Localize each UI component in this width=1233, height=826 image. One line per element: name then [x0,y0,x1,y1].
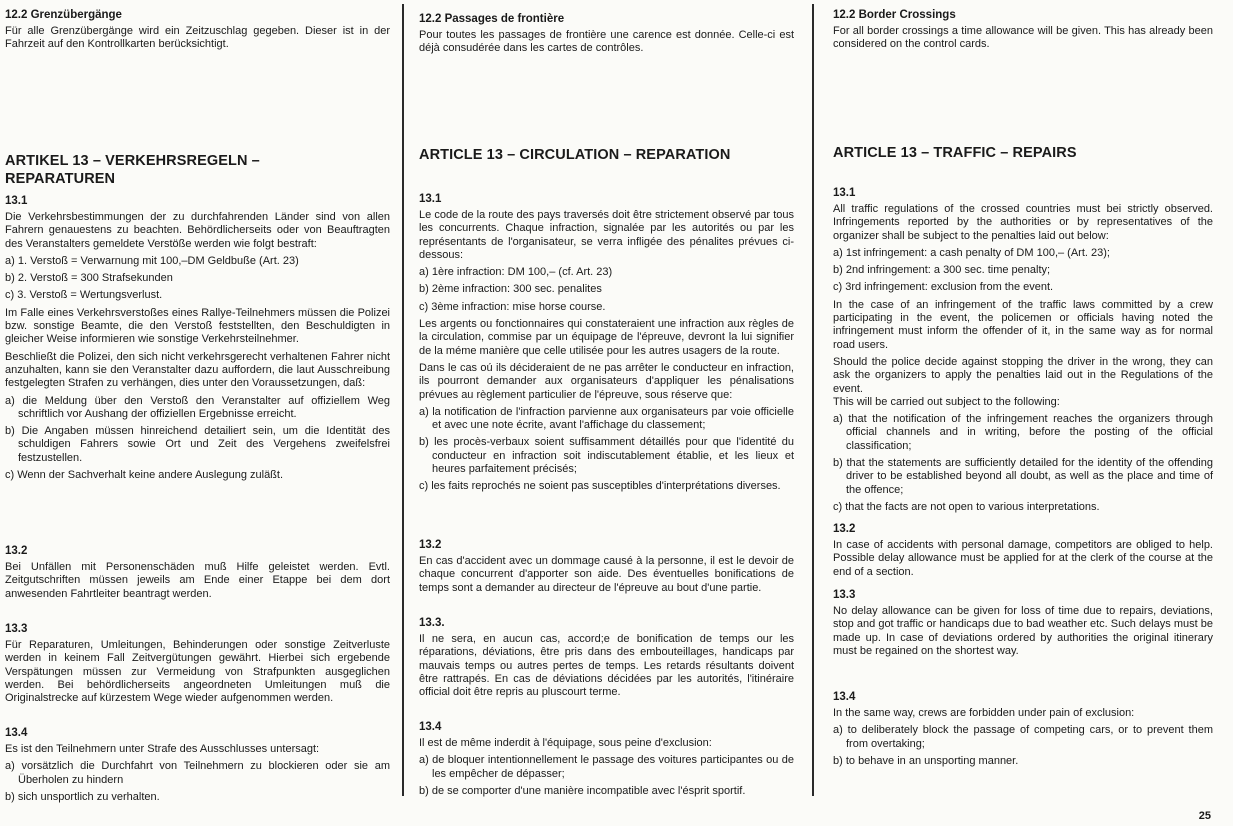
paragraph: Il ne sera, en aucun cas, accord;e de bonification de temps our les réparations, déviations, être pris dans des embouteillages, handicaps par mauvais temps ou autres pertes de temps. Les retards résultants doivent être rattrapés. En cas de déviations décidées par les autorités, l'itinéraire official doit être repris au pluscourt terme. [419,633,794,699]
paragraph: Pour toutes les passages de frontière une carence est donnée. Celle-ci est déjà consudérée dans les cartes de contrôles. [419,29,794,55]
paragraph: No delay allowance can be given for loss of time due to repairs, deviations, stop and got traffic or handicaps due to bad weather etc. Such delays must be made up. In case of deviations ordered by authorities the original itinerary must be regained on the shortest way. [833,605,1213,657]
section-13-4 [5,726,390,808]
french-column [419,8,794,826]
paragraph: Bei Unfällen mit Personenschäden muß Hilfe geleistet werden. Evtl. Zeitgutschriften müssen jeweils am Ende einer Etappe bei dem dort anwesenden Fahrtleiter beantragt werden. [5,561,390,600]
list-item: b) de se comporter d'une manière incompatible avec l'ésprit sportif. [419,784,746,797]
paragraph: In the case of an infringement of the traffic laws committed by a crew participating in the event, the policemen or officials having noted the infringement must inform the offender of it, in the same way as for normal road users. [833,298,1213,351]
list-item: c) 3ème infraction: mise horse course. [419,300,606,313]
column-divider-left [402,4,404,796]
paragraph: Il est de même inderdit à l'équipage, sous peine d'exclusion: [419,737,712,749]
article-title: ARTIKEL 13 – VERKEHRSREGELN – REPARATUREN [5,153,260,187]
list-item: c) les faits reprochés ne soient pas susceptibles d'interprétations diverses. [419,480,781,493]
section-heading: 13.4 [5,727,28,739]
list-item: a) that the notification of the infringement reaches the organizers through official channels and in writing, before the posting of the official classification; [833,413,1213,452]
list-item: c) 3. Verstoß = Wertungsverlust. [5,289,163,302]
paragraph: Les argents ou fonctionnaires qui constateraient une infraction aux règles de la circulation, commise par un équipage de l'épreuve, devront la lui signifier de la méme manière que celle utilisée pour les autres usagers de la route. [419,318,794,357]
section-heading: 13.4 [833,691,856,703]
section-heading: 12.2 Passages de frontière [419,13,565,25]
list-item: a) 1ère infraction: DM 100,– (cf. Art. 23) [419,266,613,279]
paragraph: Should the police decide against stopping the driver in the wrong, they can ask the organizers to apply the penalties laid out in the Regulations of the event. [833,355,1213,395]
section-12-2 [833,8,1213,56]
list-item: b) Die Angaben müssen hinreichend detailiert sein, um die Identität des schuldigen Fahrers sowie Ort und Zeit des Vergehens zweifelsfrei festzustellen. [5,425,390,464]
paragraph: Für Reparaturen, Umleitungen, Behinderungen oder sonstige Zeitverluste werden in keinem Fall Zeitvergütungen gewährt. Hierbei sich ergebende Verspätungen müssen zur Vermeidung von Strafpunkten ausgeglichen werden. Bei behördlicherseits angeordneten Umleitungen muß die Originalstrecke auf kürzestem Wege wieder aufgenommen werden. [5,639,390,705]
section-heading: 13.2 [833,523,856,535]
paragraph: In case of accidents with personal damage, competitors are obliged to help. Possible delay allowance must be applied for at the clerk of the course at the end of a section. [833,539,1213,578]
section-13-1 [5,194,390,486]
list-item: c) Wenn der Sachverhalt keine andere Auslegung zuläßt. [5,469,284,482]
paragraph: En cas d'accident avec un dommage causé à la personne, il est le devoir de chaque concurrent d'apporter son aide. Des éventuelles bonifications de temps sont a demander au directeur de l'épreuve au bout d'une partie. [419,555,794,594]
section-heading: 13.3. [419,617,445,629]
paragraph: All traffic regulations of the crossed countries must bei strictly observed. Infringements reported by the authorities or by representatives of the organizer shall be subject to the penalties laid out below: [833,203,1213,242]
paragraph: Dans le cas oú ils décideraient de ne pas arrêter le conducteur en infraction, ils pourront demander aux organisateurs d'appliquer les pénalisations prévues au règlement particulier de l'épreuve, sous réserve que: [419,361,794,401]
list-item: c) that the facts are not open to various interpretations. [833,500,1100,513]
section-12-2 [419,12,794,60]
section-heading: 12.2 Border Crossings [833,9,956,21]
paragraph: In the same way, crews are forbidden under pain of exclusion: [833,707,1135,719]
paragraph: Le code de la route des pays traversés doit être strictement observé par tous les concurrents. Chaque infraction, signalée par les autorités ou par les représentants de l'organisateur, se verra infligée des pénalites prévues ci-dessous: [419,209,794,261]
list-item: a) de bloquer intentionnellement le passage des voitures participantes ou de les empêcher de dépasser; [419,754,794,780]
section-13-3 [833,588,1213,662]
list-item: a) la notification de l'infraction parvienne aux organisateurs par voie officielle et avec une note écrite, avant l'affichage du classement; [419,405,794,432]
list-item: a) to deliberately block the passage of competing cars, or to prevent them from overtaking; [833,724,1213,750]
list-item: a) vorsätzlich die Durchfahrt von Teilnehmern zu blockieren oder sie am Überholen zu hindern [5,760,390,786]
list-item: a) die Meldung über den Verstoß den Veranstalter auf offiziellem Weg schriftlich vor Aushang der offiziellen Ergebnisse erreicht. [5,394,390,420]
list-item: b) sich unsportlich zu verhalten. [5,790,160,803]
page-number: 25 [1198,810,1211,822]
section-heading: 13.4 [419,721,442,733]
column-divider-right [812,4,814,796]
list-item: b) to behave in an unsporting manner. [833,754,1019,767]
article-heading [833,144,1213,162]
paragraph: Beschließt die Polizei, den sich nicht verkehrsgerecht verhaltenen Fahrer nicht anzuhalten, kann sie den Veranstalter dazu auffordern, die laut Ausschreibung festgelegten Strafen zu verhängen, dies unter den Voraussetzungen, daß: [5,350,390,390]
section-13-2 [5,544,390,605]
english-column [833,8,1213,826]
section-12-2 [5,8,390,56]
list-item: a) 1st infringement: a cash penalty of DM 100,– (Art. 23); [833,246,1110,259]
paragraph: Die Verkehrsbestimmungen der zu durchfahrenden Länder sind von allen Fahrern genauestens zu beachten. Behördlicherseits oder von Beauftragten des Veranstalters gemeldete Verstöße werden wie folgt bestraft: [5,211,390,250]
paragraph: For all border crossings a time allowance will be given. This has already been considered on the control cards. [833,25,1213,51]
section-heading: 13.1 [833,187,856,199]
section-heading: 13.1 [419,193,442,205]
list-item: c) 3rd infringement: exclusion from the event. [833,281,1054,294]
article-heading [419,146,794,164]
paragraph: Es ist den Teilnehmern unter Strafe des Ausschlusses untersagt: [5,743,320,755]
section-13-3 [419,616,794,703]
article-heading [5,152,305,188]
section-heading: 13.2 [419,539,442,551]
list-item: b) that the statements are sufficiently detailed for the identity of the offending driver to be established beyond all doubt, as well as the place and time of the offence; [833,457,1213,496]
list-item: b) les procès-verbaux soient suffisamment détaillés pour que l'identité du conducteur en infraction soit indiscutablement établie, et les lieux et heures parfaitement précisés; [419,436,794,476]
article-title: ARTICLE 13 – CIRCULATION – REPARATION [419,147,731,163]
section-13-1 [833,186,1213,518]
section-13-3 [5,622,390,709]
list-item: b) 2ème infraction: 300 sec. penalites [419,283,602,296]
section-13-4 [833,690,1213,772]
paragraph: This will be carried out subject to the following: [833,395,1060,408]
section-13-2 [419,538,794,599]
section-heading: 13.3 [5,623,28,635]
section-13-2 [833,522,1213,583]
section-heading: 12.2 Grenzübergänge [5,9,122,21]
section-heading: 13.3 [833,589,856,601]
list-item: b) 2nd infringement: a 300 sec. time penalty; [833,264,1051,277]
section-13-4 [419,720,794,802]
list-item: a) 1. Verstoß = Verwarnung mit 100,–DM Geldbuße (Art. 23) [5,254,299,267]
section-heading: 13.1 [5,195,28,207]
section-13-1 [419,192,794,498]
section-heading: 13.2 [5,545,28,557]
paragraph: Im Falle eines Verkehrsverstoßes eines Rallye-Teilnehmers müssen die Polizei bzw. sonstige Beamte, die den Verstoß feststellten, den Beschuldigten in gleicher Weise informieren wie sonstige Verkehrsteilnehmer. [5,306,390,346]
list-item: b) 2. Verstoß = 300 Strafsekunden [5,272,173,285]
german-column [5,8,390,826]
article-title: ARTICLE 13 – TRAFFIC – REPAIRS [833,145,1077,161]
paragraph: Für alle Grenzübergänge wird ein Zeitzuschlag gegeben. Dieser ist in der Fahrzeit auf den Kontrollkarten berücksichtigt. [5,25,390,51]
